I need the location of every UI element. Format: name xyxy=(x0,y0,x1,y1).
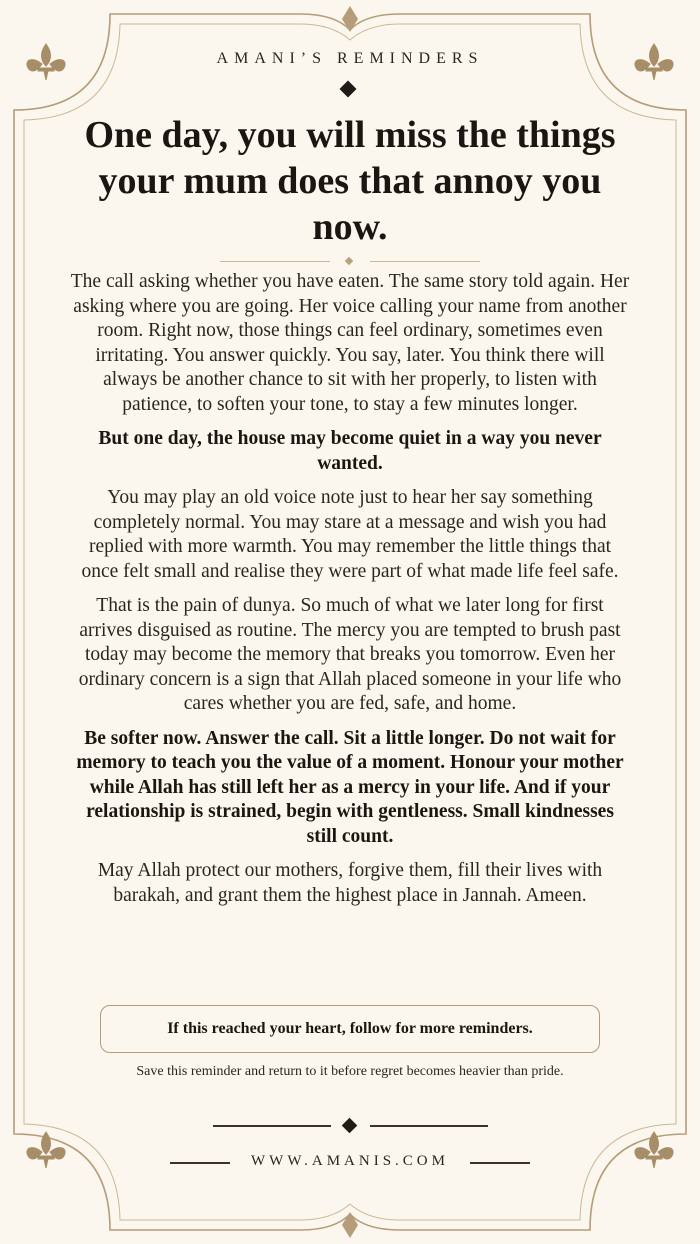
paragraph-4: That is the pain of dunya. So much of what we later long for first arrives disguised as routine. The mercy you are tempted to brush past today may become the memory that breaks you tomorrow. Even her ordinary concern is a sign that Allah placed someone in your life who cares whether you are fed, safe, and home. xyxy=(78,595,622,714)
divider-line-right xyxy=(370,261,480,262)
website-link[interactable]: WWW.AMANIS.COM xyxy=(251,1153,449,1169)
footer-divider-left xyxy=(213,1125,331,1127)
headline: One day, you will miss the things your mum does that annoy you now. xyxy=(84,114,616,248)
follow-cta-button[interactable]: If this reached your heart, follow for more reminders. xyxy=(100,1005,600,1053)
bottom-diamond-icon xyxy=(342,1212,358,1238)
top-diamond-icon xyxy=(342,6,358,32)
footer-divider-right xyxy=(370,1125,488,1127)
paragraph-1: The call asking whether you have eaten. The same story told again. Her asking where you are going. Her voice calling your name from another room. Right now, those things can feel ordinary, sometimes even irritating. You answer quickly. You say, later. You think there will always be another chance to sit with her properly, to listen with patience, to soften your tone, to stay a few minutes longer. xyxy=(70,271,630,415)
paragraph-2: But one day, the house may become quiet in a way you never wanted. xyxy=(98,428,602,474)
divider-line-left xyxy=(220,261,330,262)
paragraph-5: Be softer now. Answer the call. Sit a little longer. Do not wait for memory to teach you the value of a moment. Honour your mother while Allah has still left her as a mercy in your life. And if your relationship is strained, begin with gentleness. Small kindnesses still count. xyxy=(76,727,624,847)
paragraph-3: You may play an old voice note just to hear her say something completely normal. You may stare at a message and wish you had replied with more warmth. You may remember the little things that once felt small and realise they were part of what made life feel safe. xyxy=(81,487,619,582)
paragraph-6: May Allah protect our mothers, forgive them, fill their lives with barakah, and grant them the highest place in Jannah. Ameen. xyxy=(97,860,603,906)
brand-title: AMANI’S REMINDERS xyxy=(216,50,484,67)
save-note: Save this reminder and return to it before regret becomes heavier than pride. xyxy=(136,1064,564,1079)
website-line-right xyxy=(470,1162,530,1164)
reminder-body xyxy=(70,270,630,918)
